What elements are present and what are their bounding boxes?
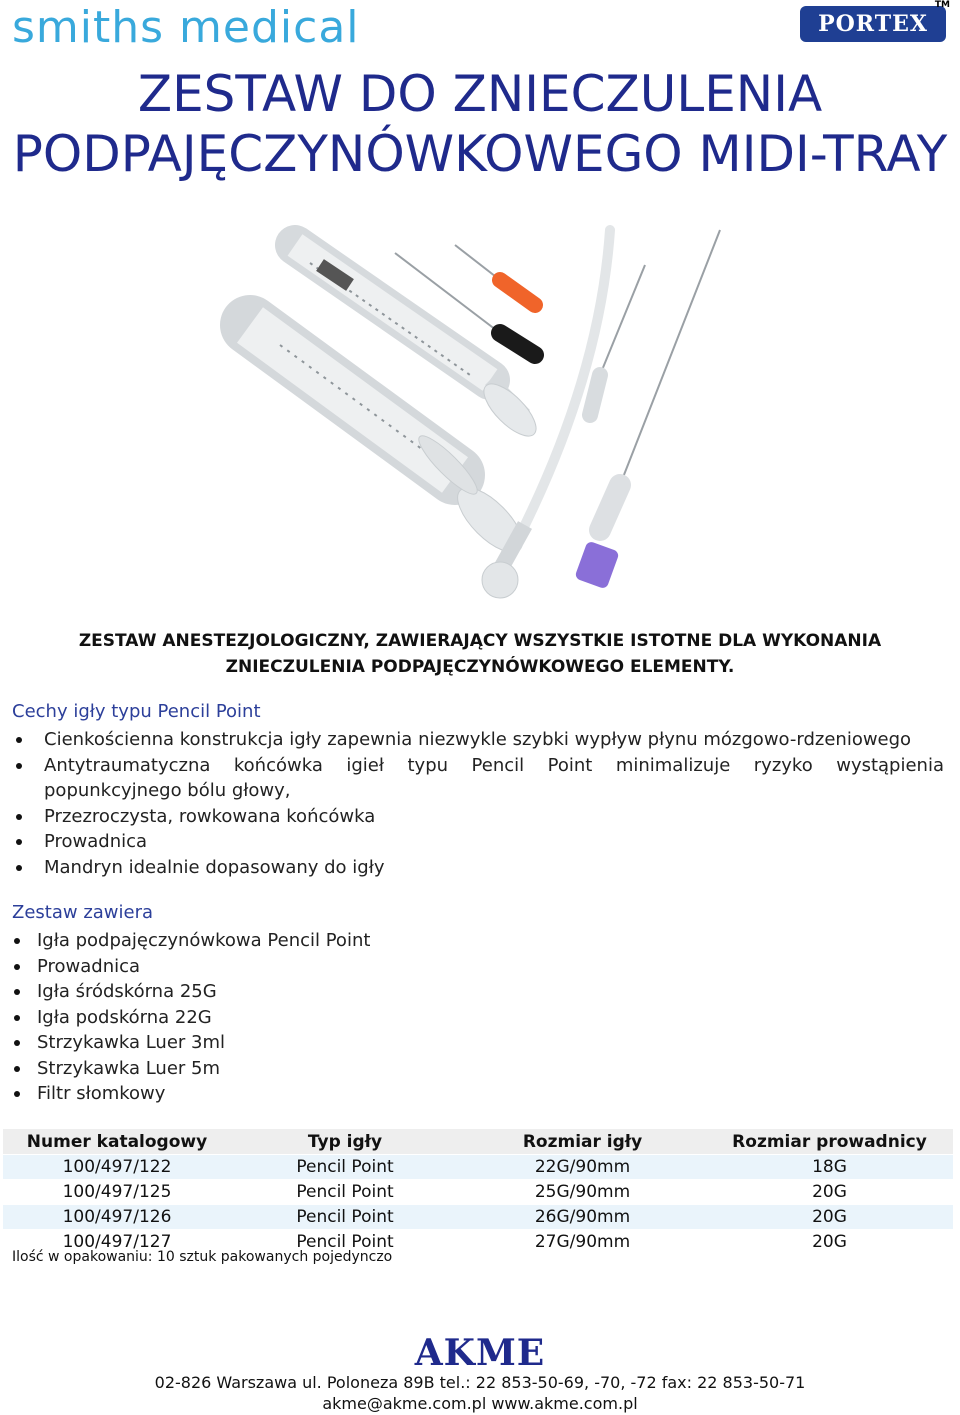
table-row (3, 1180, 953, 1205)
list-item-continuation: popunkcyjnego bólu głowy, (44, 780, 291, 801)
page-title-line-1: ZESTAW DO ZNIECZULENIA (137, 65, 823, 123)
table-cell: 18G (706, 1155, 953, 1180)
list-item: Strzykawka Luer 3ml (37, 1030, 837, 1056)
footer-address: 02-826 Warszawa ul. Poloneza 89B tel.: 22 853-50-69, -70, -72 fax: 22 853-50-71 (154, 1373, 806, 1392)
table-cell: 26G/90mm (459, 1205, 706, 1230)
list-item: Prowadnica (37, 954, 837, 980)
catalog-table (3, 1129, 953, 1254)
trademark-mark: TM (934, 0, 950, 10)
column-header-needle-size: Rozmiar igły (459, 1129, 706, 1155)
contents-list (37, 928, 837, 1107)
table-row (3, 1155, 953, 1180)
table-row (3, 1205, 953, 1230)
table-cell: Pencil Point (231, 1155, 459, 1180)
footer-email-website: akme@akme.com.pl www.akme.com.pl (322, 1394, 638, 1413)
list-item: Cienkościenna konstrukcja igły zapewnia niezwykle szybki wypływ płynu mózgowo-rdzeniowego (44, 727, 944, 753)
list-item: Igła podpajęczynówkowa Pencil Point (37, 928, 837, 954)
table-cell: 25G/90mm (459, 1180, 706, 1205)
table-header-row (3, 1129, 953, 1155)
introducer-illustration (590, 265, 645, 415)
table-cell: 100/497/126 (3, 1205, 231, 1230)
column-header-catalog-number: Numer katalogowy (3, 1129, 231, 1155)
intro-line-2: ZNIECZULENIA PODPAJĘCZYNÓWKOWEGO ELEMENTY. (225, 657, 735, 677)
package-quantity-note: Ilość w opakowaniu: 10 sztuk pakowanych pojedynczo (12, 1249, 393, 1265)
table-cell: 100/497/127 (3, 1230, 231, 1255)
column-header-needle-type: Typ igły (231, 1129, 459, 1155)
page-title (0, 64, 960, 184)
table-cell: Pencil Point (231, 1230, 459, 1255)
table-cell: 22G/90mm (459, 1155, 706, 1180)
list-item: Mandryn idealnie dopasowany do igły (44, 855, 944, 881)
list-item: Filtr słomkowy (37, 1081, 837, 1107)
smiths-medical-logo: smiths medical (12, 2, 360, 53)
intro-line-1: ZESTAW ANESTEZJOLOGICZNY, ZAWIERAJĄCY WSZYSTKIE ISTOTNE DLA WYKONANIA (78, 631, 882, 651)
table-cell: 100/497/122 (3, 1155, 231, 1180)
list-item: Antytraumatyczna końcówka igieł typu Pencil Point minimalizuje ryzyko wystąpienia (44, 753, 944, 779)
list-item: Igła podskórna 22G (37, 1005, 837, 1031)
table-cell: Pencil Point (231, 1205, 459, 1230)
table-cell: 100/497/125 (3, 1180, 231, 1205)
list-item: Prowadnica (44, 829, 944, 855)
table-cell: 27G/90mm (459, 1230, 706, 1255)
list-item: Przezroczysta, rowkowana końcówka (44, 804, 944, 830)
features-heading: Cechy igły typu Pencil Point (12, 701, 261, 722)
table-cell: 20G (706, 1205, 953, 1230)
needle-25g-illustration (455, 245, 535, 305)
footer-contact (0, 1372, 960, 1414)
table-cell: Pencil Point (231, 1180, 459, 1205)
table-cell: 20G (706, 1180, 953, 1205)
akme-logo: AKME (414, 1332, 546, 1374)
page-title-line-2: PODPAJĘCZYNÓWKOWEGO MIDI-TRAY (12, 125, 948, 183)
table-cell: 20G (706, 1230, 953, 1255)
product-illustration (200, 225, 760, 615)
portex-logo: PORTEX (800, 6, 946, 42)
contents-heading: Zestaw zawiera (12, 902, 154, 923)
column-header-introducer-size: Rozmiar prowadnicy (706, 1129, 953, 1155)
intro-statement (40, 628, 920, 680)
features-list (44, 727, 944, 880)
list-item: Igła śródskórna 25G (37, 979, 837, 1005)
list-item: Strzykawka Luer 5m (37, 1056, 837, 1082)
